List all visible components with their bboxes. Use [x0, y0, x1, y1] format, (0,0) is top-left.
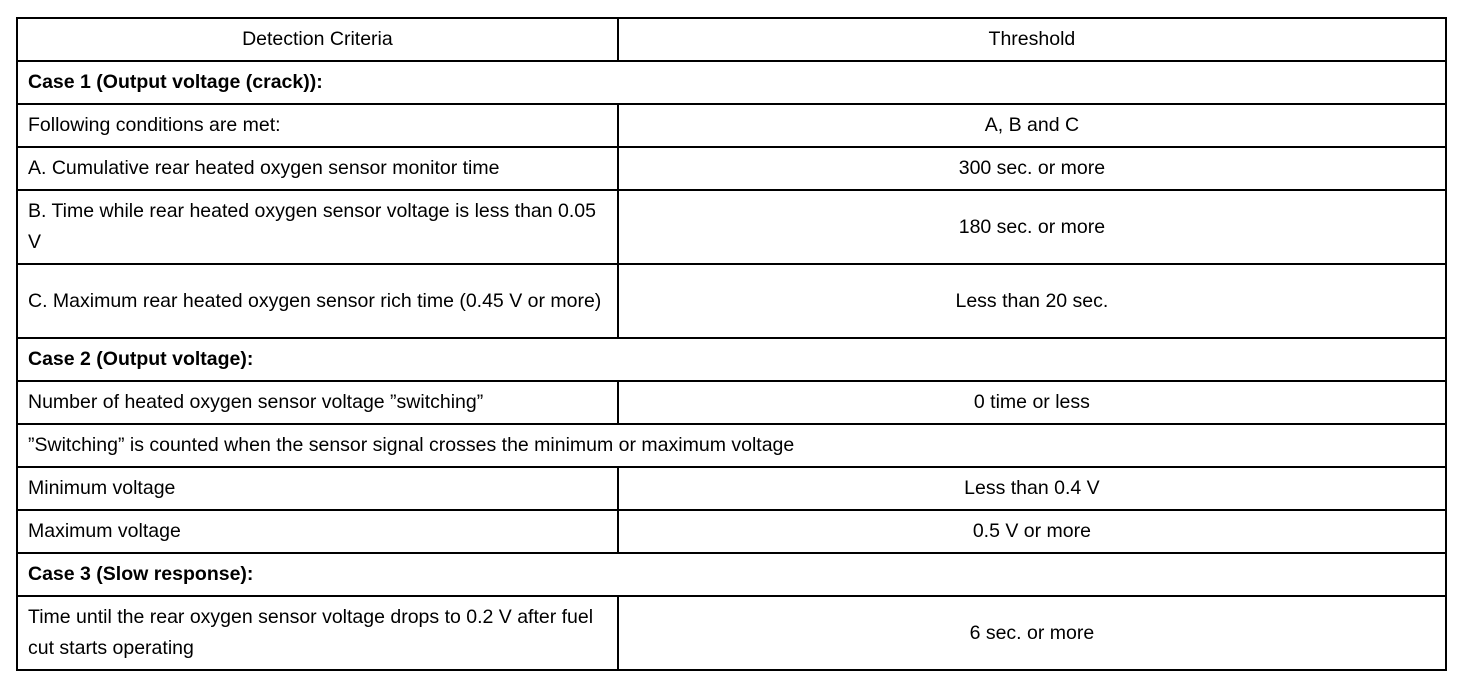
detection-criteria-table-wrapper [16, 17, 1447, 671]
threshold-cell: 180 sec. or more [618, 190, 1446, 264]
header-detection-criteria: Detection Criteria [17, 18, 618, 61]
note-cell: ”Switching” is counted when the sensor signal crosses the minimum or maximum voltage [17, 424, 1446, 467]
table-row [17, 104, 1446, 147]
criteria-cell: Number of heated oxygen sensor voltage ”switching” [17, 381, 618, 424]
threshold-cell: 6 sec. or more [618, 596, 1446, 670]
case-heading: Case 1 (Output voltage (crack)): [17, 61, 1446, 104]
table-row [17, 147, 1446, 190]
criteria-cell: Minimum voltage [17, 467, 618, 510]
table-header-row [17, 18, 1446, 61]
table-row [17, 596, 1446, 670]
note-row [17, 424, 1446, 467]
table-row [17, 510, 1446, 553]
criteria-cell: A. Cumulative rear heated oxygen sensor monitor time [17, 147, 618, 190]
criteria-cell: Time until the rear oxygen sensor voltage drops to 0.2 V after fuel cut starts operating [17, 596, 618, 670]
threshold-cell: A, B and C [618, 104, 1446, 147]
table-row [17, 264, 1446, 338]
threshold-cell: 0.5 V or more [618, 510, 1446, 553]
table-row [17, 190, 1446, 264]
detection-criteria-table [16, 17, 1447, 671]
criteria-cell: C. Maximum rear heated oxygen sensor rich time (0.45 V or more) [17, 264, 618, 338]
threshold-cell: Less than 0.4 V [618, 467, 1446, 510]
case-heading: Case 2 (Output voltage): [17, 338, 1446, 381]
case-row [17, 553, 1446, 596]
table-row [17, 467, 1446, 510]
criteria-cell: Following conditions are met: [17, 104, 618, 147]
criteria-cell: Maximum voltage [17, 510, 618, 553]
criteria-cell: B. Time while rear heated oxygen sensor voltage is less than 0.05 V [17, 190, 618, 264]
threshold-cell: 300 sec. or more [618, 147, 1446, 190]
case-row [17, 61, 1446, 104]
case-row [17, 338, 1446, 381]
header-threshold: Threshold [618, 18, 1446, 61]
threshold-cell: 0 time or less [618, 381, 1446, 424]
case-heading: Case 3 (Slow response): [17, 553, 1446, 596]
threshold-cell: Less than 20 sec. [618, 264, 1446, 338]
table-row [17, 381, 1446, 424]
